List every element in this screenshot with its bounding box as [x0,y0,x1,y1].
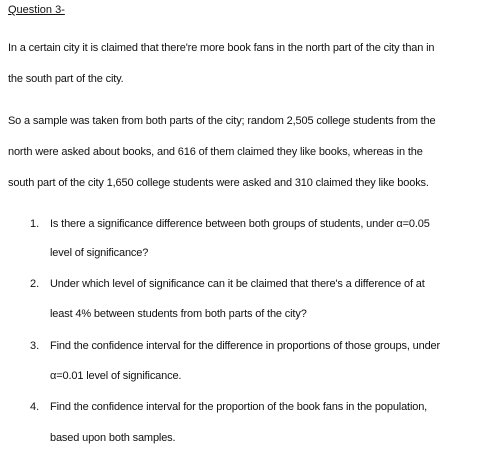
question-1-number: 1. [30,218,40,230]
question-heading: Question 3- [8,4,65,16]
intro-line-1: In a certain city it is claimed that there're more book fans in the north part of the city than in [8,42,435,54]
sample-line-3: south part of the city 1,650 college students were asked and 310 claimed they like books. [8,177,429,189]
question-2-number: 2. [30,278,40,290]
question-4-line-1: Find the confidence interval for the proportion of the book fans in the population, [50,401,428,413]
question-1-line-2: level of significance? [50,247,149,259]
question-1-line-1: Is there a significance difference between both groups of students, under α=0.05 [50,218,430,230]
question-2-line-2: least 4% between students from both parts of the city? [50,308,307,320]
question-3-number: 3. [30,340,40,352]
sample-line-1: So a sample was taken from both parts of the city; random 2,505 college students from the [8,115,436,127]
question-4-number: 4. [30,401,40,413]
intro-line-2: the south part of the city. [8,73,124,85]
question-3-line-1: Find the confidence interval for the difference in proportions of those groups, under [50,340,441,352]
question-3-line-2: α=0.01 level of significance. [50,370,182,382]
question-4-line-2: based upon both samples. [50,432,176,444]
question-2-line-1: Under which level of significance can it be claimed that there's a difference of at [50,278,425,290]
sample-line-2: north were asked about books, and 616 of them claimed they like books, whereas in the [8,146,423,158]
